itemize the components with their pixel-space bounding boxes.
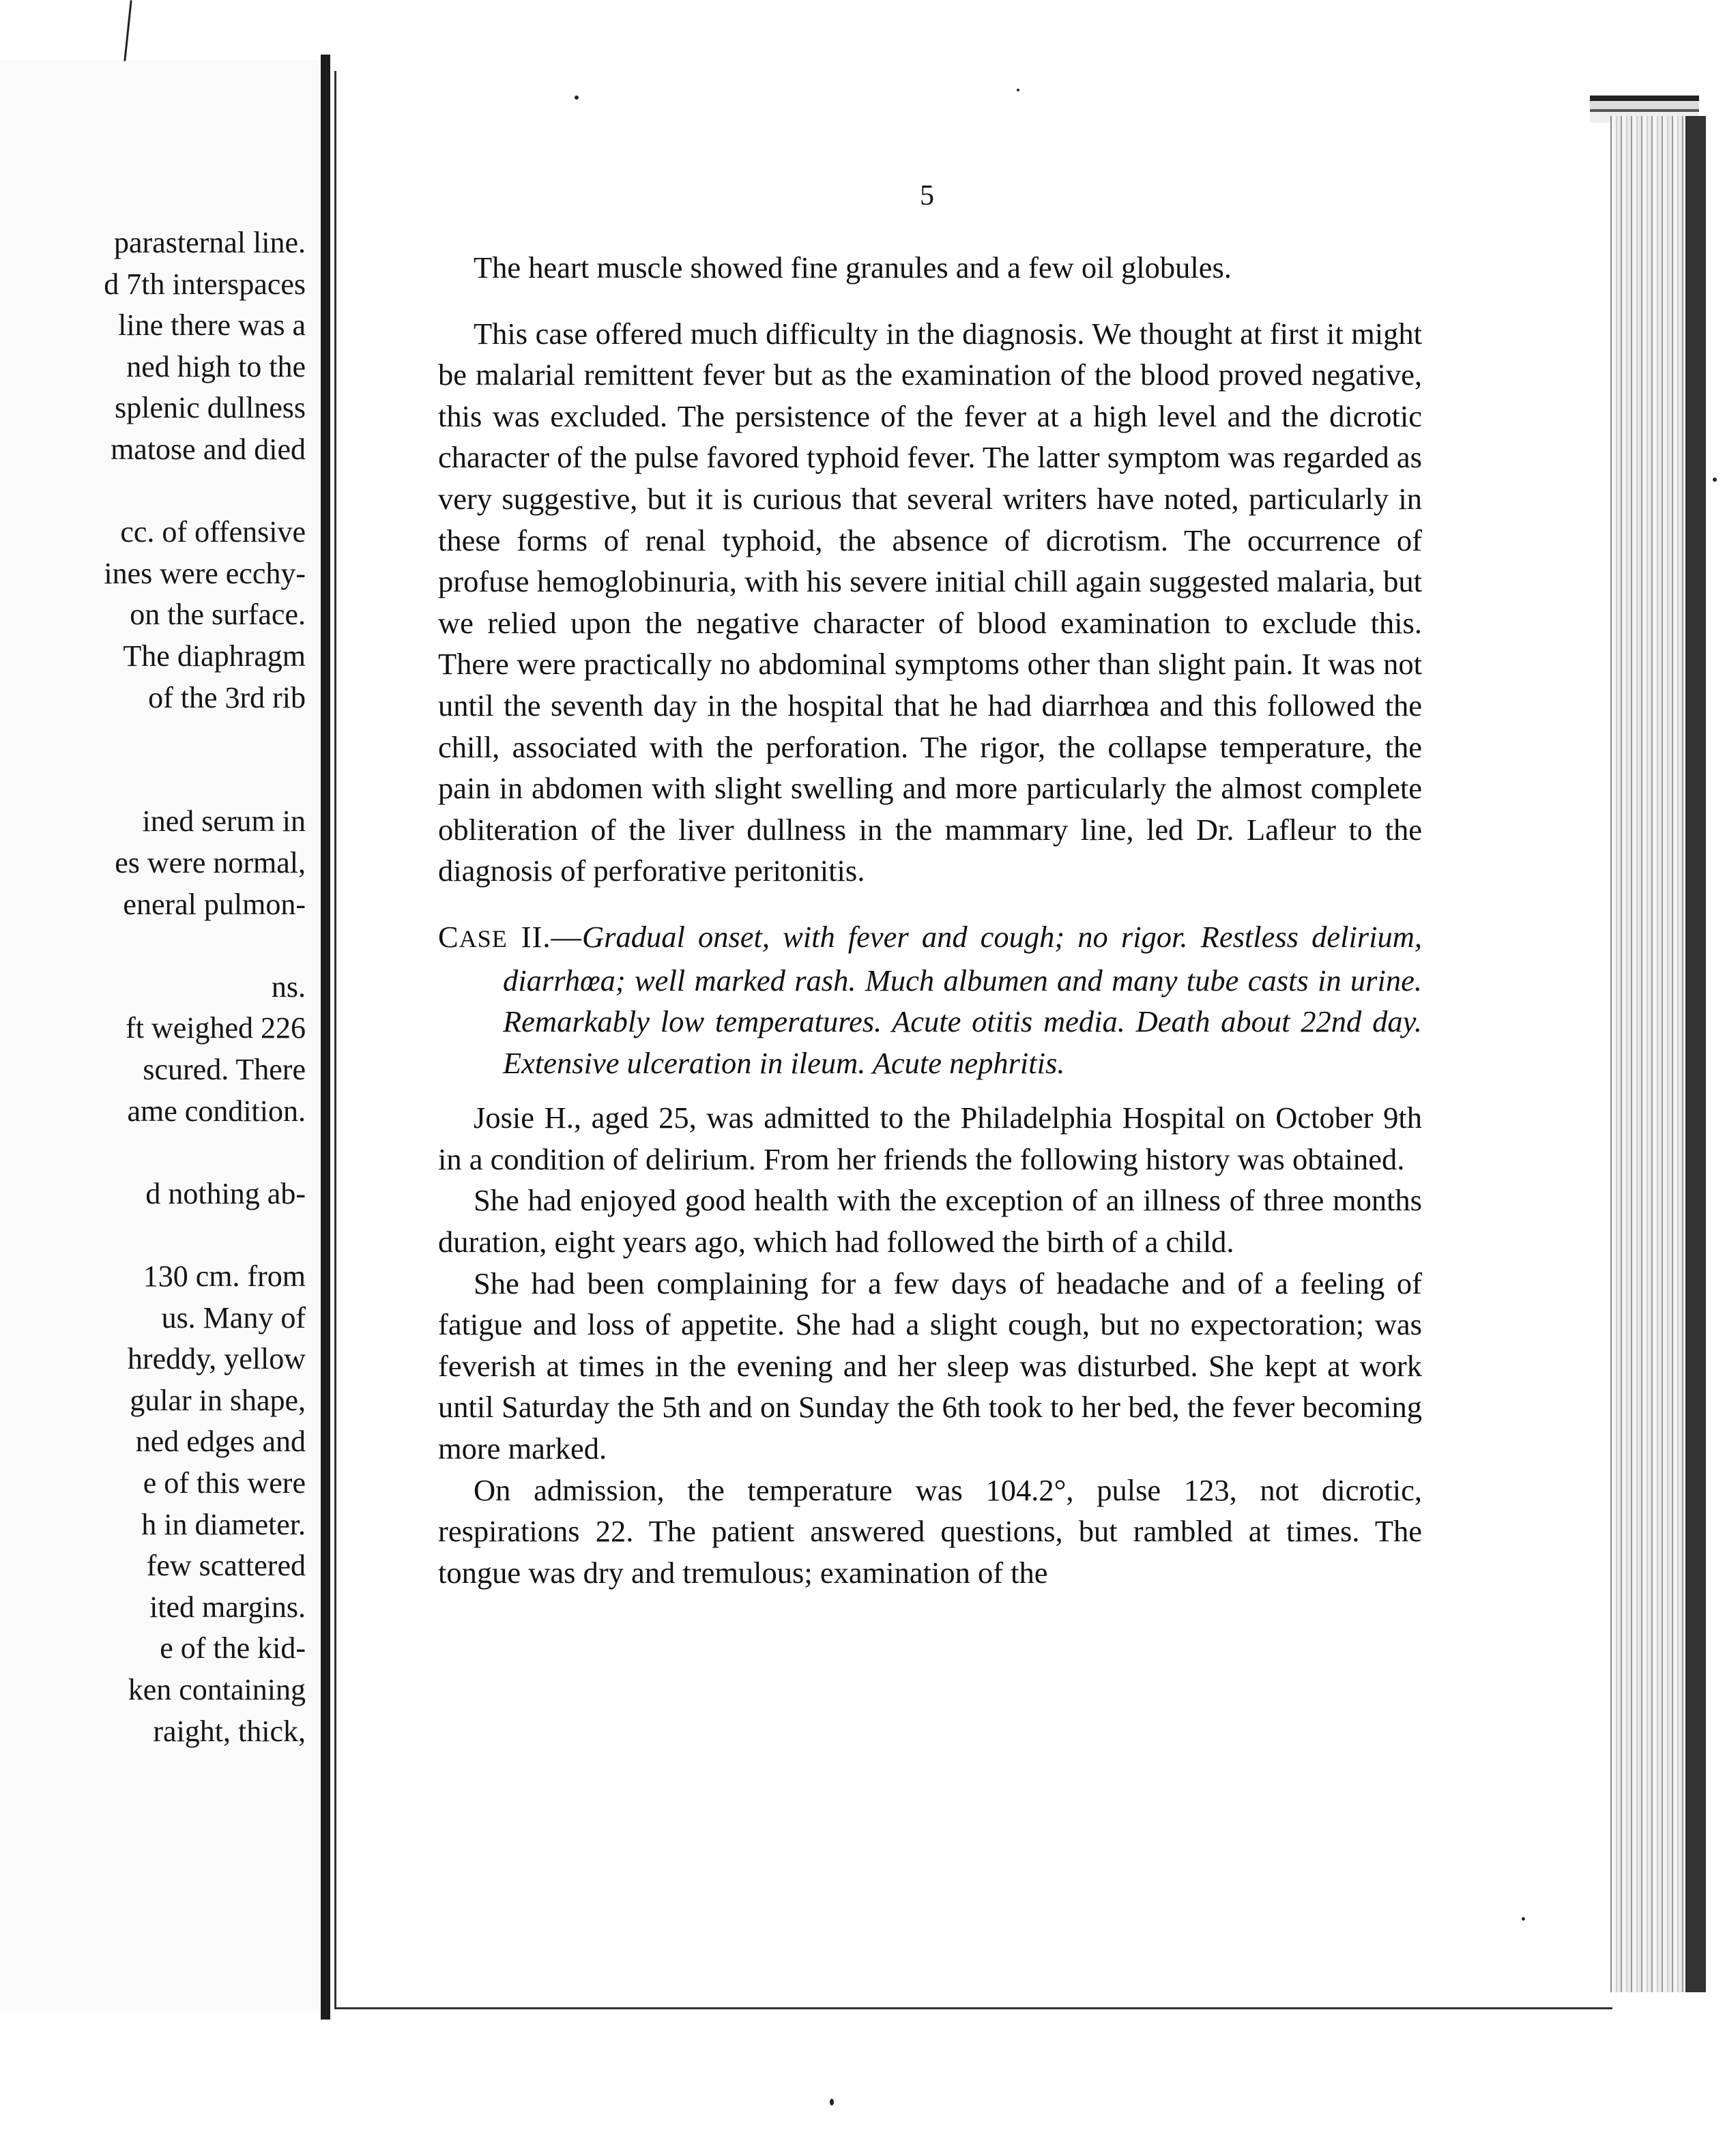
- paragraph-admission: Josie H., aged 25, was admitted to the Philadelphia Hospital on October 9th in a condition of delirium. From her friends the following history was obtained.: [438, 1101, 1422, 1176]
- left-page-line: e of the kid-: [160, 1631, 306, 1665]
- left-page-line: eneral pulmon-: [123, 887, 306, 921]
- left-page-line: ken containing: [128, 1673, 306, 1706]
- left-page-line: hreddy, yellow: [127, 1342, 306, 1376]
- scan-speck: [575, 96, 579, 100]
- left-page-line: parasternal line.: [114, 226, 306, 259]
- left-page-line: gular in shape,: [130, 1383, 306, 1417]
- left-page-line: ines were ecchy-: [104, 556, 306, 590]
- case-label-initial: C: [438, 919, 459, 954]
- scan-speck: [1522, 1917, 1525, 1921]
- left-page-line: h in diameter.: [141, 1507, 306, 1541]
- scan-speck: [830, 2099, 834, 2106]
- book-spine: [321, 55, 330, 2020]
- paragraph-health-history: She had enjoyed good health with the exception of an illness of three months duration, eight years ago, which had followed the birth of a child.: [438, 1183, 1422, 1259]
- page-body: [438, 247, 1422, 1593]
- case-label: [438, 920, 582, 954]
- book-cover-edge: [1685, 116, 1706, 1992]
- scan-speck: [1713, 478, 1717, 482]
- page-edges: [1610, 116, 1687, 1992]
- left-page-line: d nothing ab-: [145, 1176, 306, 1210]
- scan-mark: [124, 0, 132, 61]
- case-label-smallcaps: ASE: [459, 924, 508, 952]
- left-page-line: es were normal,: [115, 846, 306, 879]
- left-page-line: us. Many of: [161, 1300, 306, 1335]
- left-page-line: line there was a: [118, 308, 306, 343]
- paragraph-examination: On admission, the temperature was 104.2°, pulse 123, not dicrotic, respirations 22. The patient answered questions, but rambled at times. The tongue was dry and tremulous; examination of the: [438, 1472, 1422, 1590]
- left-page-line: ft weighed 226: [126, 1011, 306, 1045]
- left-page-fragment: [0, 60, 323, 2011]
- left-page-line: on the surface.: [130, 598, 306, 632]
- case-number: II.—: [521, 919, 583, 954]
- left-page-line: ned edges and: [135, 1425, 306, 1459]
- paragraph-symptoms: She had been complaining for a few days of headache and of a feeling of fatigue and loss of appetite. She had a slight cough, but no expectoration; was feverish at times in the evening and her sleep was disturbed. She kept at work until Saturday the 5th and on Sunday the 6th took to her bed, the fever becoming more marked.: [438, 1266, 1422, 1466]
- left-page-line: The diaphragm: [123, 639, 306, 673]
- left-page-line: e of this were: [143, 1466, 306, 1500]
- left-page-line: d 7th interspaces: [104, 267, 306, 301]
- left-page-line: few scattered: [146, 1549, 306, 1583]
- left-page-line: ame condition.: [127, 1094, 306, 1128]
- page-number: 5: [920, 180, 934, 212]
- left-page-line: matose and died: [111, 433, 306, 466]
- left-page-line: splenic dullness: [115, 391, 306, 425]
- scan-speck: [1017, 89, 1019, 91]
- left-page-line: 130 cm. from: [143, 1259, 306, 1293]
- left-page-line: raight, thick,: [153, 1714, 306, 1748]
- left-page-line: ned high to the: [126, 349, 306, 383]
- paragraph-diagnosis-discussion: This case offered much difficulty in the diagnosis. We thought at first it might be malarial remittent fever but as the examination of the blood proved negative, this was excluded. The persistence of the fever at a high level and the dicrotic character of the pulse favored typhoid fever. The latter symptom was regarded as very suggestive, but it is curious that several writers have noted, particularly in these forms of renal typhoid, the absence of dicrotism. The occurrence of profuse hemoglobinuria, with his severe initial chill again suggested malaria, but we relied upon the negative character of blood examination to exclude this. There were practically no abdominal symptoms other than slight pain. It was not until the seventh day in the hospital that he had diarrhœa and this followed the chill, associated with the perforation. The rigor, the collapse temperature, the pain in abdomen with slight swelling and more particularly the almost complete obliteration of the liver dullness in the mammary line, led Dr. Lafleur to the diagnosis of perforative peritonitis.: [438, 316, 1422, 888]
- left-page-line: scured. There: [143, 1053, 306, 1086]
- left-page-line: cc. of offensive: [120, 515, 306, 549]
- left-page-line: of the 3rd rib: [148, 680, 306, 714]
- case-heading: [438, 916, 1422, 1083]
- left-page-line: ited margins.: [149, 1590, 306, 1624]
- case-summary: Gradual onset, with fever and cough; no rigor. Restless delirium, diarrhœa; well marked rash. Much albumen and many tube casts in urine. Remarkably low temperatures. Acute otitis media. Death about 22nd day. Extensive ulceration in ileum. Acute nephritis.: [503, 919, 1423, 1080]
- left-page-line: ns.: [271, 970, 306, 1004]
- paragraph-heart-muscle: The heart muscle showed fine granules and a few oil globules.: [474, 250, 1232, 285]
- left-page-line: ined serum in: [142, 804, 306, 839]
